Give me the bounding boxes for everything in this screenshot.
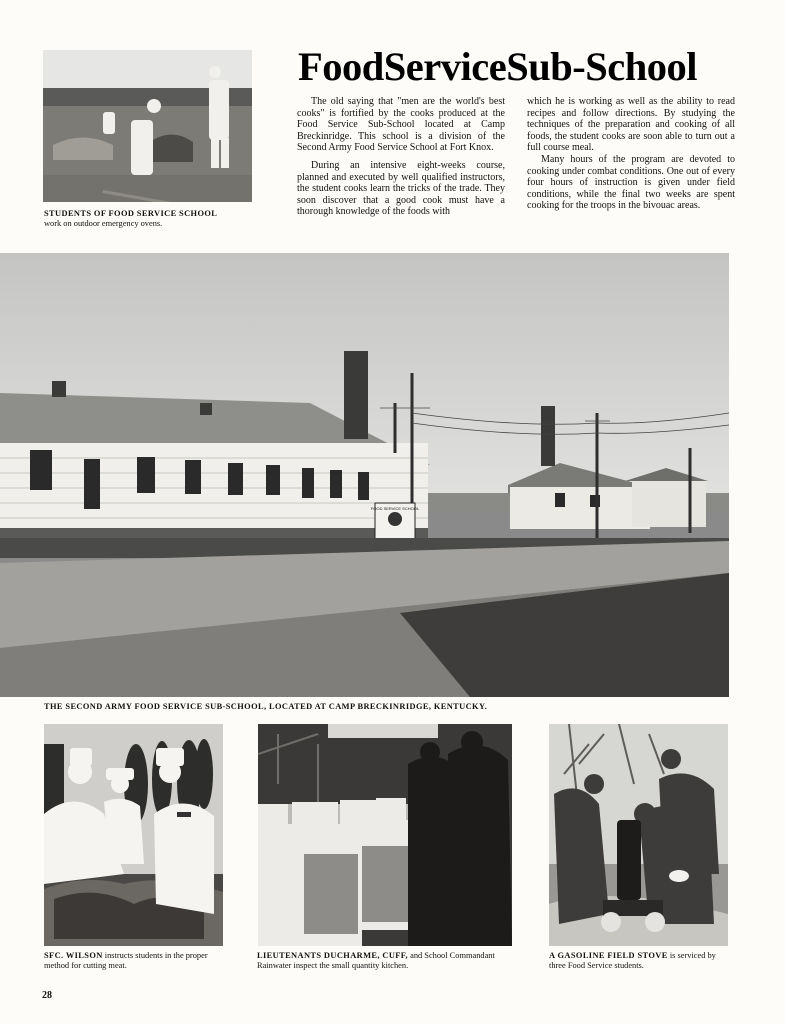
caption-outdoor-ovens bbox=[44, 209, 254, 230]
caption-text: and School Commandant Rainwater inspect the small quantity kitchen. bbox=[257, 951, 495, 971]
photo-outdoor-ovens bbox=[43, 50, 252, 202]
caption-lead: A GASOLINE FIELD STOVE bbox=[549, 951, 668, 960]
school-sign-text: FOOD SERVICE SCHOOL bbox=[370, 506, 420, 511]
page-number: 28 bbox=[42, 990, 52, 1001]
article-title: FoodServiceSub-School bbox=[298, 44, 698, 89]
caption-field-stove bbox=[549, 951, 734, 972]
photo-field-stove bbox=[549, 724, 728, 946]
article-paragraph: During an intensive eight-weeks course, planned and executed by well qualified instructors, the student cooks learn the tricks of the trade. They soon discover that a good cook must have a thorough knowledge of the foods with bbox=[297, 159, 505, 218]
caption-cutting-meat bbox=[44, 951, 229, 972]
photo-school-buildings bbox=[0, 253, 729, 697]
photo-kitchen-inspection bbox=[258, 724, 512, 946]
caption-text: is serviced by three Food Service students. bbox=[549, 951, 716, 971]
caption-lead: SFC. WILSON bbox=[44, 951, 103, 960]
article-column-2 bbox=[527, 96, 735, 212]
caption-lead: STUDENTS OF FOOD SERVICE SCHOOL bbox=[44, 209, 218, 218]
photo-cutting-meat bbox=[44, 724, 223, 946]
caption-lead: LIEUTENANTS DUCHARME, CUFF, bbox=[257, 951, 409, 960]
caption-text: work on outdoor emergency ovens. bbox=[44, 219, 163, 229]
caption-school-buildings bbox=[44, 702, 734, 712]
caption-kitchen-inspection bbox=[257, 951, 515, 972]
article-paragraph: Many hours of the program are devoted to cooking under combat conditions. One out of every four hours of instruction is given under field conditions, while the final two weeks are spent cooking for the troops in the bivouac areas. bbox=[527, 153, 735, 212]
article-column-1 bbox=[297, 96, 505, 218]
article-paragraph: The old saying that "men are the world's best cooks" is fortified by the cooks produced at the Food Service Sub-School located at Camp Breckinridge. This school is a division of the Second Army Food Service School at Fort Knox. bbox=[297, 96, 505, 154]
caption-text: instructs students in the proper method for cutting meat. bbox=[44, 951, 208, 971]
caption-lead: THE SECOND ARMY FOOD SERVICE SUB-SCHOOL, LOCATED AT CAMP BRECKINRIDGE, KENTUCKY. bbox=[44, 702, 488, 711]
article-paragraph: which he is working as well as the ability to read recipes and follow directions. By studying the techniques of the preparation and cooking of all foods, the student cooks are soon able to turn out a full course meal. bbox=[527, 96, 735, 154]
